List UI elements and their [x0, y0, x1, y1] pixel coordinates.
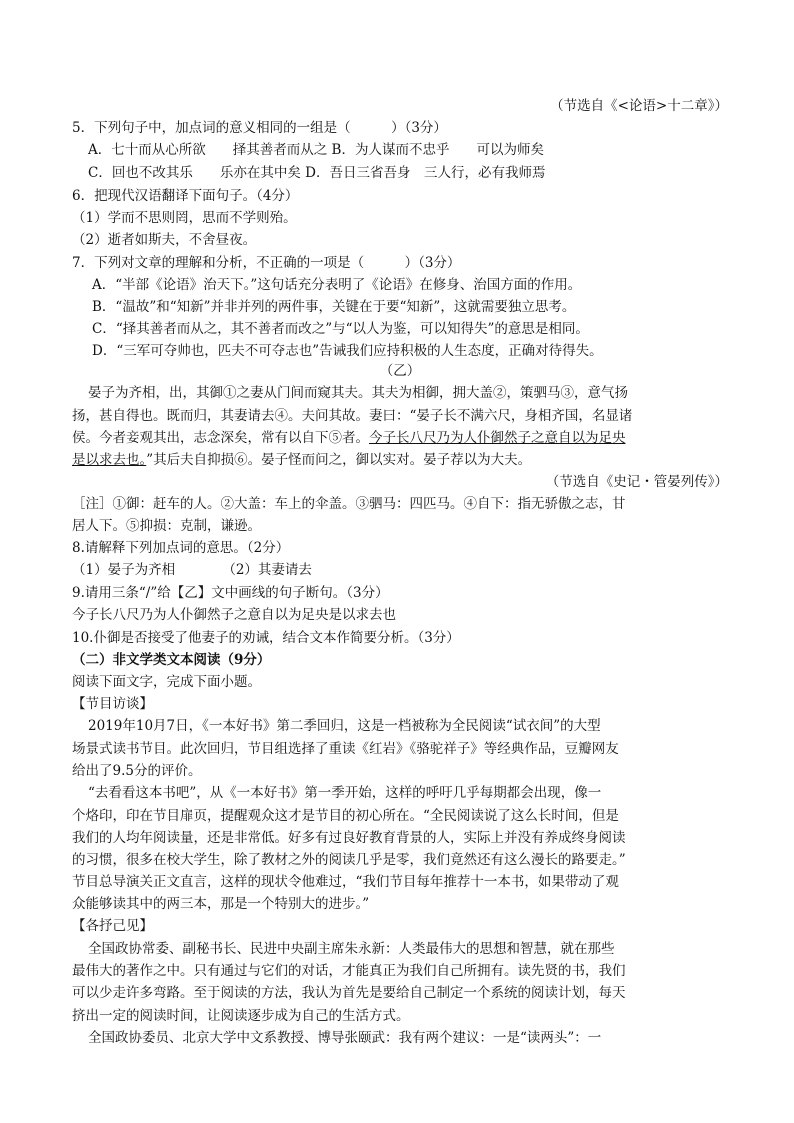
opinion-line-2: 最伟大的著作之中。只有通过与它们的对话，才能真正为我们自己所拥有。读先贤的书，我们 — [72, 963, 626, 979]
question-5: 5．下列句子中，加点词的意义相同的一组是（ ）（3分） — [72, 120, 447, 136]
interview-line-2: 场景式读书节目。此次回归，节目组选择了重读《红岩》《骆驼祥子》等经典作品，豆瓣网友 — [72, 741, 619, 757]
q5-options-cd: C．回也不改其乐 乐亦在其中矣 D．吾日三省吾身 三人行，必有我师焉 — [88, 165, 546, 181]
q8-items: （1）晏子为齐相 （2）其妻请去 — [72, 562, 312, 578]
passage-yi-line-3 — [72, 428, 728, 448]
q6-item-1: （1）学而不思则罔，思而不学则殆。 — [72, 210, 297, 226]
interview-line-9: 众能够读其中的两三本，那是一个特别大的进步。” — [72, 896, 370, 912]
q7-option-d: D．“三军可夺帅也，匹夫不可夺志也”告诫我们应持积极的人生态度，正确对待得失。 — [92, 343, 603, 359]
interview-line-4: “去看看这本书吧”，从《一本好书》第一季开始，这样的呼吁几乎每期都会出现，像一 — [88, 785, 602, 801]
passage-yi-line-4-text: ”其后夫自抑损⑥。晏子怪而问之，御以实对。晏子荐以为大夫。 — [146, 452, 532, 468]
interview-line-1: 2019年10月7日，《一本好书》第二季回归，这是一档被称为全民阅读“试衣间”的大型 — [88, 718, 601, 734]
underlined-sentence-part-2: 是以求去也。 — [72, 452, 147, 468]
reading-instruction: 阅读下面文字，完成下面小题。 — [72, 674, 261, 690]
question-6: 6．把现代汉语翻译下面句子。（4分） — [72, 188, 299, 204]
passage-yi-line-2: 扬，甚自得也。既而归，其妻请去④。夫问其故。妻曰：“晏子长不满六尺，身相齐国，名显诸 — [72, 408, 633, 424]
question-8: 8.请解释下列加点词的意思。（2分） — [72, 540, 290, 556]
passage-yi-line-1: 晏子为齐相，出，其御①之妻从门间而窥其夫。其夫为相御，拥大盖②，策驷马③，意气扬 — [88, 385, 628, 401]
opinion-line-5: 全国政协委员、北京大学中文系教授、博导张颐武：我有两个建议：一是“读两头”：一 — [88, 1030, 602, 1046]
q7-option-c: C．“择其善者而从之，其不善者而改之”与“以人为鉴，可以知得失”的意思是相同。 — [92, 321, 589, 337]
annotation-line-1: ［注］①御：赶车的人。②大盖：车上的伞盖。③驷马：四匹马。④自下：指无骄傲之志，甘 — [72, 496, 626, 512]
source-note-shiji: （节选自《史记・管晏列传》） — [545, 474, 728, 490]
interview-line-7: 的习惯，很多在校大学生，除了教材之外的阅读几乎是零，我们竟然还有这么漫长的路要走。” — [72, 852, 626, 868]
section-2-heading: （二）非文学类文本阅读（9分） — [72, 652, 271, 668]
q7-option-a: A．“半部《论语》治天下。”这句话充分表明了《论语》在修身、治国方面的作用。 — [92, 277, 582, 293]
question-9: 9.请用三条“/”给【乙】文中画线的句子断句。（3分） — [72, 585, 389, 601]
question-7: 7．下列对文章的理解和分析，不正确的一项是（ ）（3分） — [72, 255, 461, 271]
subheading-opinions: 【各抒己见】 — [72, 918, 153, 934]
underlined-sentence-part-1: 今子长八尺乃为人仆御然子之意自以为足央 — [369, 430, 626, 446]
interview-line-5: 个烙印，印在节目扉页，提醒观众这才是节目的初心所在。“全民阅读说了这么长时间，但是 — [72, 808, 619, 824]
interview-line-6: 我们的人均年阅读量，还是非常低。好多有过良好教育背景的人，实际上并没有养成终身阅读 — [72, 830, 626, 846]
opinion-line-1: 全国政协常委、副秘书长、民进中央副主席朱永新：人类最伟大的思想和智慧，就在那些 — [88, 941, 615, 957]
passage-yi-line-3-text: 侯。今者妾观其出，志念深矣，常有以自下⑤者。 — [72, 430, 369, 446]
passage-yi-line-4 — [72, 450, 728, 470]
interview-line-8: 节目总导演关正文直言，这样的现状令他难过，“我们节目每年推荐十一本书，如果带动了观 — [72, 874, 619, 890]
opinion-line-3: 可以少走许多弯路。至于阅读的方法，我认为首先是要给自己制定一个系统的阅读计划，每天 — [72, 985, 626, 1001]
subheading-interview: 【节目访谈】 — [72, 696, 153, 712]
opinion-line-4: 挤出一定的阅读时间，让阅读逐步成为自己的生活方式。 — [72, 1008, 410, 1024]
section-yi-heading: （乙） — [379, 363, 421, 379]
q7-option-b: B．“温故”和“知新”并非并列的两件事，关键在于要“知新”，这就需要独立思考。 — [92, 299, 576, 315]
q6-item-2: （2）逝者如斯夫，不舍昼夜。 — [72, 232, 257, 248]
q5-options-ab: A．七十而从心所欲 择其善者而从之 B．为人谋而不忠乎 可以为师矣 — [88, 142, 544, 158]
source-note-lunyu: （节选自《<论语>十二章》） — [550, 98, 728, 114]
q9-sentence: 今子长八尺乃为人仆御然子之意自以为足央是以求去也 — [72, 607, 396, 623]
annotation-line-2: 居人下。⑤抑损：克制，谦逊。 — [72, 518, 261, 534]
interview-line-3: 给出了9.5分的评价。 — [72, 763, 202, 779]
question-10: 10.仆御是否接受了他妻子的劝诫，结合文本作简要分析。（3分） — [72, 630, 460, 646]
